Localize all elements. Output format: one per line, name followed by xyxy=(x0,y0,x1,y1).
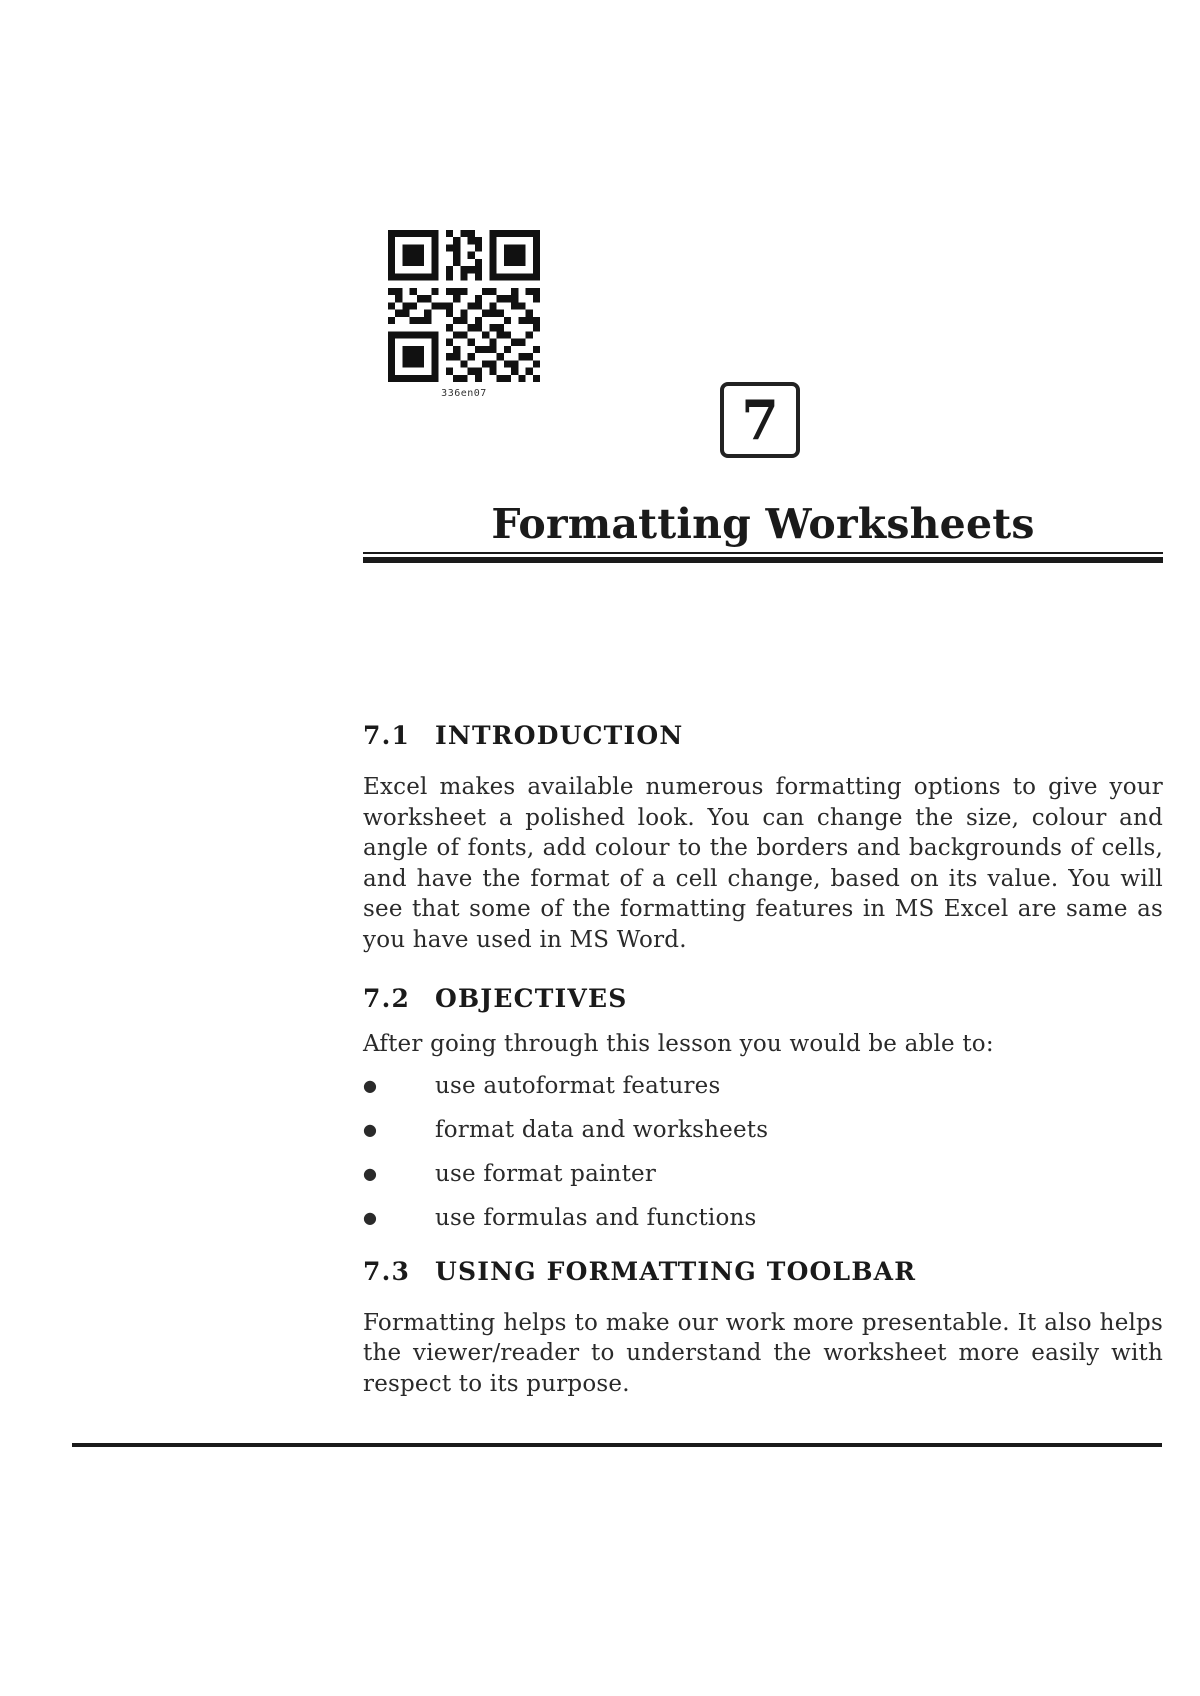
page-bottom-divider xyxy=(72,1443,1162,1447)
section-title: USING FORMATTING TOOLBAR xyxy=(435,1256,917,1286)
section-number: 7.1 xyxy=(363,721,411,750)
list-item xyxy=(363,1196,1163,1240)
section-heading-introduction xyxy=(363,718,1163,754)
introduction-paragraph: Excel makes available numerous formatting options to give your worksheet a polished look. You can change the size, colour and angle of fonts, add colour to the borders and backgrounds of cells, and have the format of a cell change, based on its value. You will see that some of the formatting features in MS Excel are same as you have used in MS Word. xyxy=(363,774,1163,953)
section-title: OBJECTIVES xyxy=(435,984,628,1013)
section-title: INTRODUCTION xyxy=(435,721,684,750)
objectives-list xyxy=(363,1064,1163,1240)
chapter-title: Formatting Worksheets xyxy=(491,500,1035,548)
section-heading-formatting-toolbar xyxy=(363,1254,1163,1290)
bullet-icon: ● xyxy=(363,1076,378,1095)
bullet-icon: ● xyxy=(363,1164,378,1183)
bullet-icon: ● xyxy=(363,1120,378,1139)
list-item xyxy=(363,1152,1163,1196)
list-item xyxy=(363,1064,1163,1108)
list-item xyxy=(363,1108,1163,1152)
list-item-text: use formulas and functions xyxy=(435,1204,757,1231)
chapter-content xyxy=(363,718,1163,1399)
qr-code-label: 336en07 xyxy=(441,388,487,399)
chapter-number: 7 xyxy=(741,388,779,452)
qr-code-image xyxy=(388,230,540,382)
chapter-number-box xyxy=(720,382,800,458)
section-number: 7.3 xyxy=(363,1256,411,1286)
formatting-toolbar-paragraph: Formatting helps to make our work more presentable. It also helps the viewer/reader to understand the worksheet more easily with respect to its purpose. xyxy=(363,1309,1163,1397)
list-item-text: use autoformat features xyxy=(435,1072,721,1099)
list-item-text: use format painter xyxy=(435,1160,657,1187)
title-divider-thin xyxy=(363,552,1163,554)
section-number: 7.2 xyxy=(363,984,411,1013)
title-divider-thick xyxy=(363,557,1163,563)
objectives-lead: After going through this lesson you would be able to: xyxy=(363,1031,994,1057)
list-item-text: format data and worksheets xyxy=(435,1116,769,1143)
qr-code-block xyxy=(388,230,540,399)
bullet-icon: ● xyxy=(363,1208,378,1227)
section-heading-objectives xyxy=(363,981,1163,1017)
